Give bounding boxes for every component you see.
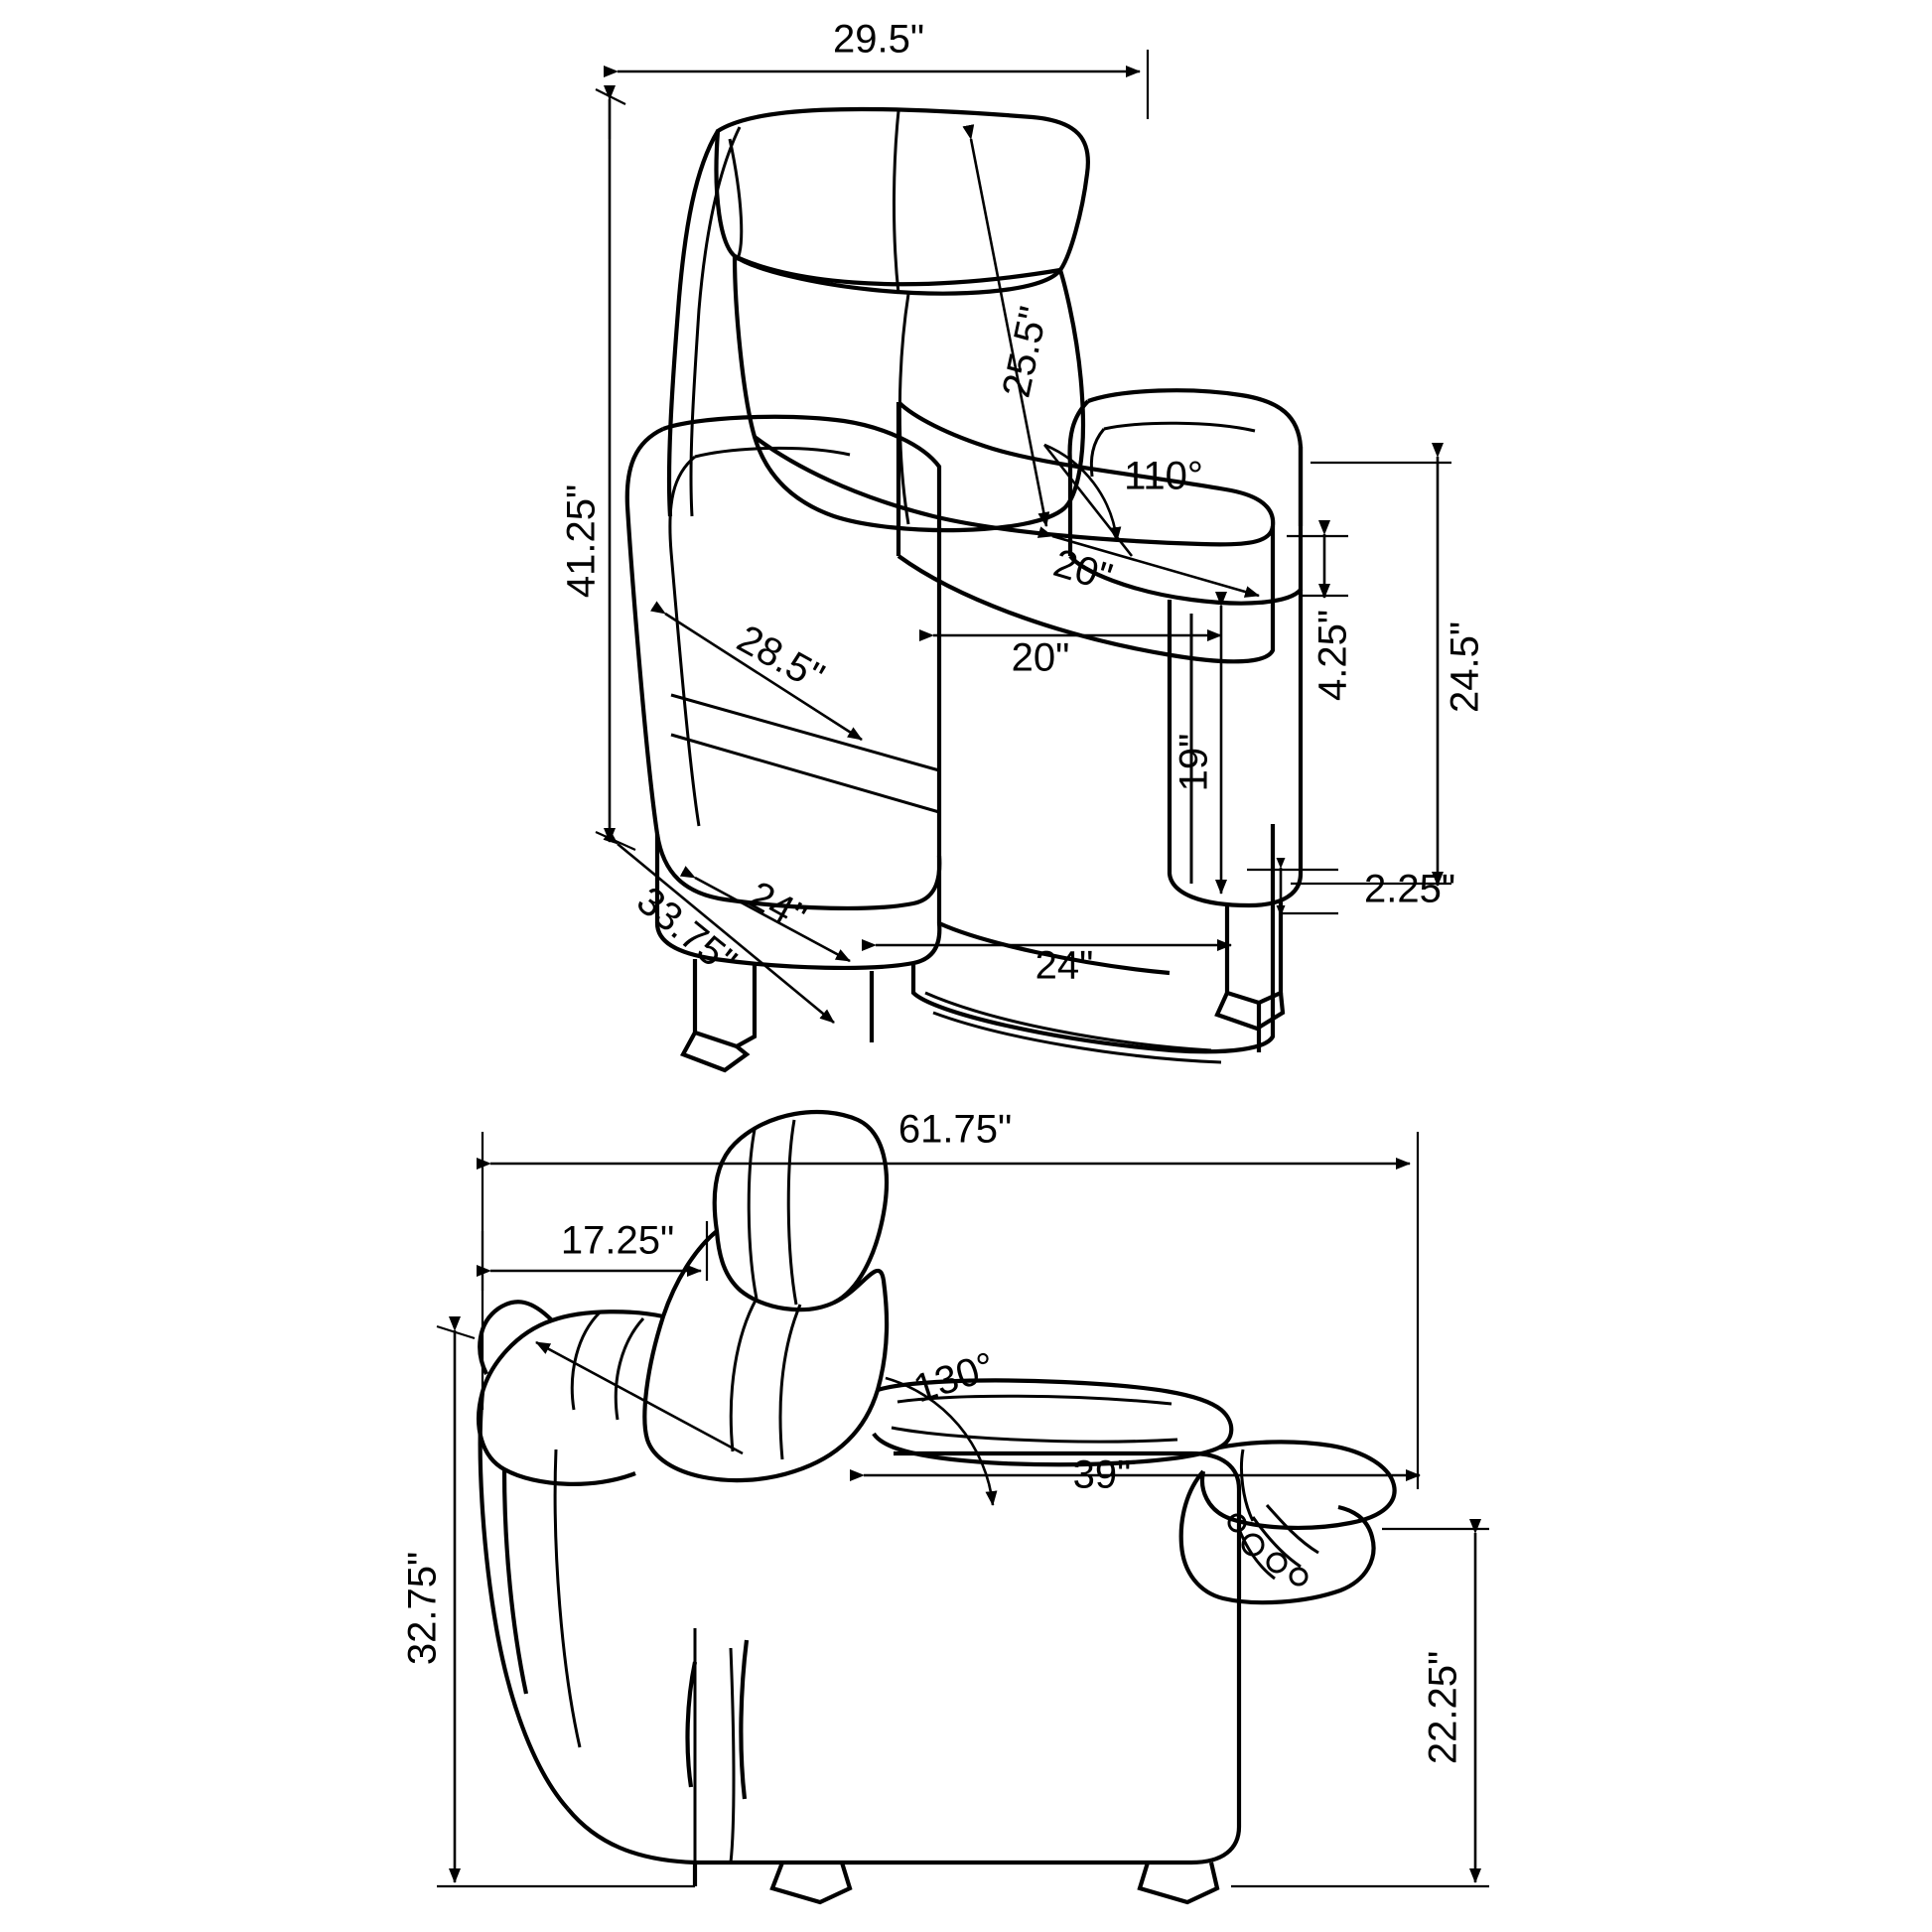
label-back-angle: 110° <box>1124 454 1203 498</box>
label-base-depth: 24" <box>741 873 814 940</box>
label-overall-depth: 33.75" <box>628 879 745 985</box>
dim-reclined-height <box>401 1326 695 1886</box>
label-base-width: 24" <box>1035 943 1094 988</box>
label-footrest-height: 22.25" <box>1421 1650 1465 1765</box>
label-recline-angle: 130° <box>908 1343 1001 1412</box>
dim-footrest-height <box>1231 1529 1489 1886</box>
label-reclined-length: 61.75" <box>897 1107 1013 1152</box>
dim-clearance <box>1247 868 1455 915</box>
dim-reclined-length <box>483 1108 1418 1489</box>
label-reclined-seat-length: 39" <box>1072 1452 1132 1497</box>
label-back-height: 25.5" <box>994 302 1056 402</box>
label-overall-height: 41.25" <box>559 483 604 599</box>
label-overall-width: 29.5" <box>832 17 925 62</box>
label-side-depth: 28.5" <box>730 617 832 700</box>
dim-back-height <box>971 139 1056 526</box>
label-reclined-height: 32.75" <box>400 1551 445 1666</box>
label-arm-height: 24.5" <box>1443 621 1487 714</box>
label-headrest-offset: 17.25" <box>560 1218 675 1263</box>
dim-base-width <box>876 944 1231 988</box>
label-seat-depth-upper: 20" <box>1048 541 1118 601</box>
label-seat-height: 19" <box>1172 733 1216 792</box>
dim-overall-height <box>560 89 625 842</box>
dim-arm-width <box>1287 534 1355 701</box>
dim-overall-width <box>610 18 1148 139</box>
upright-view <box>560 18 1487 1070</box>
dim-seat-height <box>1173 606 1221 894</box>
chair-upright-outline <box>627 109 1301 1070</box>
label-seat-depth: 20" <box>1011 635 1070 680</box>
label-arm-width: 4.25" <box>1311 609 1355 702</box>
label-clearance: 2.25" <box>1363 867 1456 911</box>
dim-headrest-offset <box>483 1219 707 1291</box>
reclined-view <box>401 1108 1489 1902</box>
